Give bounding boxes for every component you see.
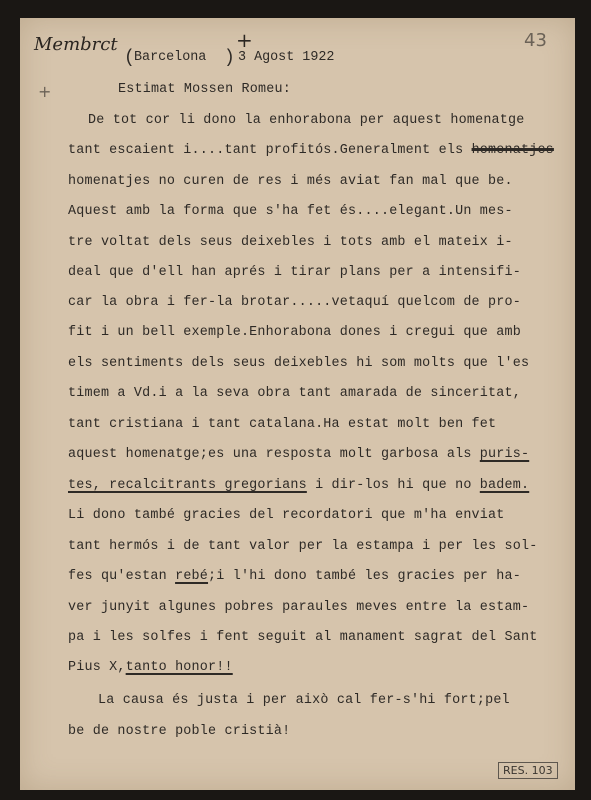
underlined-text: badem.: [479, 478, 530, 493]
body-line: Pius X,tanto honor!!: [68, 660, 233, 675]
body-line: De tot cor li dono la enhorabona per aquest homenatge: [88, 113, 525, 128]
body-line: fes qu'estan rebé;i l'hi dono també les gracies per ha-: [68, 569, 521, 584]
letter-page: Membrct + + 43 ( Barcelona ) 3 Agost 1922 Estimat Mossen Romeu: De tot cor li dono la enhorabona per aquest homenatge tant escaient i....tant profitós.Generalment els homenatjes homenatjes no curen de res i més aviat fan mal que be. Aquest amb la forma que s'ha fet és....elegant.Un mes- tre voltat dels seus deixebles i tots amb el mateix i- deal que d'ell han aprés i tirar plans per a intensifi- car la obra i fer-la brotar.....vetaquí quelcom de pro- fit i un bell exemple.Enhorabona dones i cregui que amb els sentiments dels seus deixebles hi som molts que l'es timem a Vd.i a la seva obra tant amarada de sinceritat, tant cristiana i tant catalana.Ha estat molt ben fet aquest homenatge;es una resposta molt garbosa als puris- tes, recalcitrants gregorians i dir-los hi que no badem. Li dono també gracies del recordatori que m'ha enviat tant hermós i de tant valor per la estampa i per les sol- fes qu'estan rebé;i l'hi dono també les gracies per ha- ver junyit algunes pobres paraules meves entre la estam- pa i les solfes i fent seguit al manament sagrat del Sant Pius X,tanto honor!! La causa és justa i per això cal fer-s'hi fort;pel be de nostre poble cristià! RES. 103: [20, 18, 575, 790]
body-line: fit i un bell exemple.Enhorabona dones i cregui que amb: [68, 325, 521, 340]
underlined-text: tes, recalcitrants gregorians: [68, 478, 307, 493]
pencil-plus-mark: +: [38, 82, 52, 101]
body-line: timem a Vd.i a la seva obra tant amarada de sinceritat,: [68, 386, 521, 401]
body-line: deal que d'ell han aprés i tirar plans per a intensifi-: [68, 265, 521, 280]
body-line: car la obra i fer-la brotar.....vetaquí quelcom de pro-: [68, 295, 521, 310]
body-line: ver junyit algunes pobres paraules meves entre la estam-: [68, 600, 530, 615]
underlined-text: puris-: [479, 447, 530, 462]
handwritten-plus-mark: +: [236, 28, 253, 52]
closing-line: La causa és justa i per això cal fer-s'hi fort;pel: [98, 693, 510, 708]
body-line: pa i les solfes i fent seguit al manament sagrat del Sant: [68, 630, 538, 645]
body-line: aquest homenatge;es una resposta molt garbosa als puris-: [68, 447, 530, 462]
body-line: tre voltat dels seus deixebles i tots amb el mateix i-: [68, 235, 513, 250]
underlined-text: tanto honor!!: [125, 660, 233, 675]
closing-line: be de nostre poble cristià!: [68, 724, 291, 739]
body-line: Aquest amb la forma que s'ha fet és....elegant.Un mes-: [68, 204, 513, 219]
struck-word: homenatjes: [471, 143, 554, 158]
body-line: tant hermós i de tant valor per la estampa i per les sol-: [68, 539, 538, 554]
underlined-text: rebé: [175, 569, 209, 584]
salutation: Estimat Mossen Romeu:: [118, 82, 291, 97]
place: Barcelona: [134, 50, 207, 65]
archive-stamp: RES. 103: [498, 762, 558, 779]
body-line: homenatjes no curen de res i més aviat fan mal que be.: [68, 174, 513, 189]
body-line: els sentiments dels seus deixebles hi som molts que l'es: [68, 356, 530, 371]
body-line: tes, recalcitrants gregorians i dir-los hi que no badem.: [68, 478, 530, 493]
page-number: 43: [524, 30, 547, 51]
body-line: tant escaient i....tant profitós.Generalment els homenatjes: [68, 143, 554, 158]
date: 3 Agost 1922: [238, 50, 335, 65]
body-line: tant cristiana i tant catalana.Ha estat molt ben fet: [68, 417, 497, 432]
handwritten-name-annotation: Membrct: [34, 34, 118, 55]
body-line: Li dono també gracies del recordatori que m'ha enviat: [68, 508, 505, 523]
